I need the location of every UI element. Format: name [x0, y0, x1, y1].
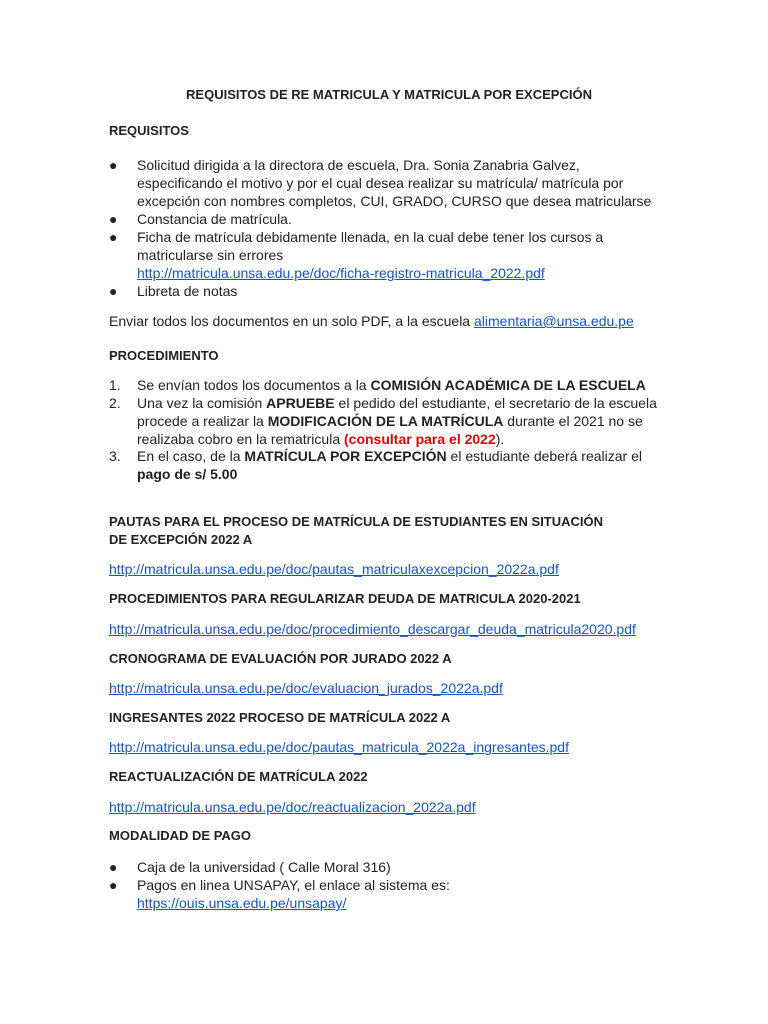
section-heading: DE EXCEPCIÓN 2022 A [109, 532, 253, 547]
procedimiento-heading: PROCEDIMIENTO [109, 348, 219, 363]
modalidad-pago-heading: MODALIDAD DE PAGO [109, 828, 252, 843]
pautas-excepcion-link[interactable]: http://matricula.unsa.edu.pe/doc/pautas_matriculaxexcepcion_2022a.pdf [109, 561, 559, 577]
unsapay-link[interactable]: https://ouis.unsa.edu.pe/unsapay/ [137, 895, 347, 911]
ficha-registro-link[interactable]: http://matricula.unsa.edu.pe/doc/ficha-registro-matricula_2022.pdf [137, 265, 545, 281]
document-title: REQUISITOS DE RE MATRICULA Y MATRICULA POR EXCEPCIÓN [186, 87, 592, 102]
ingresantes-link[interactable]: http://matricula.unsa.edu.pe/doc/pautas_matricula_2022a_ingresantes.pdf [109, 739, 569, 755]
bullet-icon: ● [109, 877, 118, 893]
section-heading: INGRESANTES 2022 PROCESO DE MATRÍCULA 2022 A [109, 710, 451, 725]
deuda-matricula-link[interactable]: http://matricula.unsa.edu.pe/doc/procedimiento_descargar_deuda_matricula2020.pdf [109, 621, 636, 637]
bullet-icon: ● [109, 859, 118, 875]
send-instruction: Enviar todos los documentos en un solo PDF, a la escuela alimentaria@unsa.edu.pe [109, 313, 634, 329]
evaluacion-jurados-link[interactable]: http://matricula.unsa.edu.pe/doc/evaluacion_jurados_2022a.pdf [109, 680, 503, 696]
bullet-icon: ● [109, 229, 118, 245]
bullet-icon: ● [109, 283, 118, 299]
section-heading: PROCEDIMIENTOS PARA REGULARIZAR DEUDA DE MATRICULA 2020-2021 [109, 591, 581, 606]
requisitos-heading: REQUISITOS [109, 123, 189, 138]
email-link[interactable]: alimentaria@unsa.edu.pe [473, 313, 634, 329]
reactualizacion-link[interactable]: http://matricula.unsa.edu.pe/doc/reactualizacion_2022a.pdf [109, 799, 476, 815]
section-heading: REACTUALIZACIÓN DE MATRÍCULA 2022 [109, 769, 368, 784]
bullet-icon: ● [109, 211, 118, 227]
section-heading: CRONOGRAMA DE EVALUACIÓN POR JURADO 2022 A [109, 651, 452, 666]
section-heading: PAUTAS PARA EL PROCESO DE MATRÍCULA DE ESTUDIANTES EN SITUACIÓN [109, 514, 604, 529]
bullet-icon: ● [109, 157, 118, 173]
payment-amount: pago de s/ 5.00 [137, 466, 238, 482]
highlight-note: (consultar para el 2022 [344, 431, 496, 447]
